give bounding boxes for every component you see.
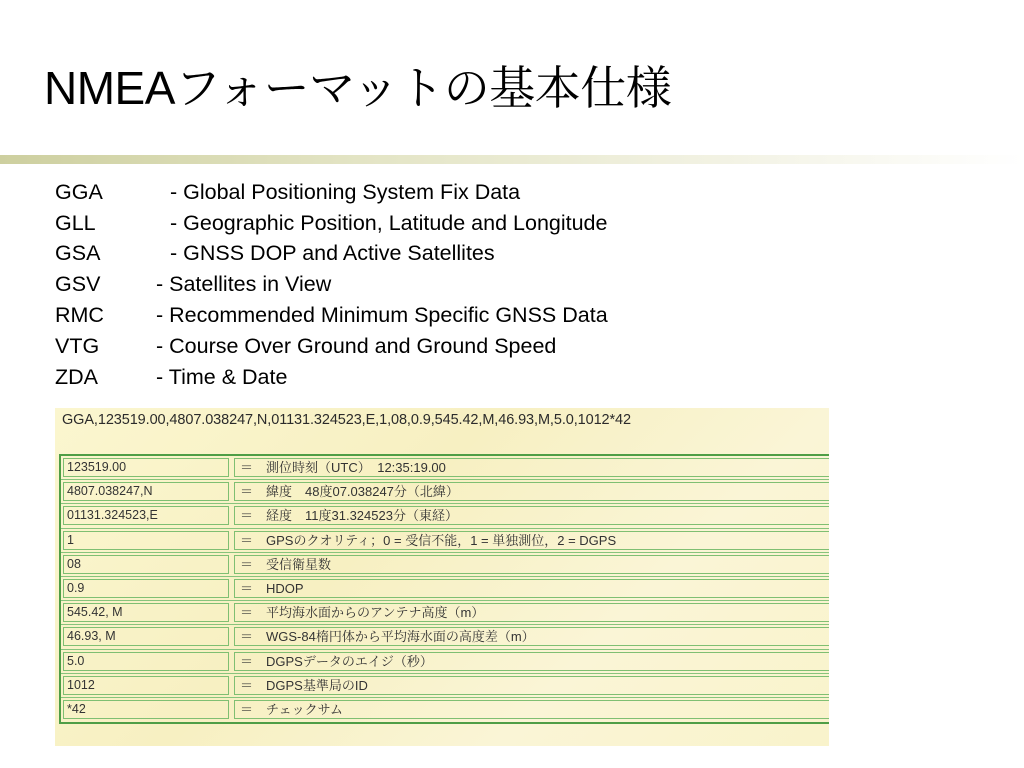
field-value: 5.0 [63,652,229,671]
table-row [61,650,829,674]
sentence-code: VTG [55,334,100,358]
field-description: ＝ 経度 11度31.324523分（東経） [234,506,829,525]
field-value: 0.9 [63,579,229,598]
table-row [61,504,829,528]
field-description: ＝ チェックサム [234,700,829,719]
field-description: ＝ 平均海水面からのアンテナ高度（m） [234,603,829,622]
table-row [61,625,829,649]
slide-title: NMEAフォーマットの基本仕様 [44,62,672,114]
gga-sample-sentence: GGA,123519.00,4807.038247,N,01131.324523,E,1,08,0.9,545.42,M,46.93,M,5.0,1012*42 [62,412,631,428]
sentence-description: - Recommended Minimum Specific GNSS Data [156,303,608,327]
table-row [61,577,829,601]
field-value: 1 [63,531,229,550]
sentence-code: GLL [55,211,96,235]
field-value: 4807.038247,N [63,482,229,501]
table-row [61,674,829,698]
field-description: ＝ GPSのクオリティ；0 = 受信不能，1 = 単独測位，2 = DGPS [234,531,829,550]
field-value: 01131.324523,E [63,506,229,525]
field-description: ＝ 測位時刻（UTC） 12:35:19.00 [234,458,829,477]
sentence-code: ZDA [55,365,98,389]
table-row [61,529,829,553]
sentence-code: GGA [55,180,103,204]
field-value: 08 [63,555,229,574]
table-row [61,698,829,722]
sentence-code: RMC [55,303,104,327]
field-value: 545.42, M [63,603,229,622]
field-value: 46.93, M [63,627,229,646]
field-description: ＝ DGPSデータのエイジ（秒） [234,652,829,671]
sentence-code: GSV [55,272,101,296]
field-description: ＝ WGS-84楕円体から平均海水面の高度差（m） [234,627,829,646]
field-description: ＝ 受信衛星数 [234,555,829,574]
sentence-description: - Satellites in View [156,272,332,296]
sentence-description: - Time & Date [156,365,288,389]
gga-example-panel [55,408,829,746]
sentence-description: - Course Over Ground and Ground Speed [156,334,557,358]
sentence-description: - GNSS DOP and Active Satellites [170,241,495,265]
field-description: ＝ HDOP [234,579,829,598]
table-row [61,480,829,504]
sentence-code: GSA [55,241,101,265]
sentence-description: - Geographic Position, Latitude and Longitude [170,211,608,235]
gga-field-table [59,454,829,724]
table-row [61,456,829,480]
field-value: 123519.00 [63,458,229,477]
title-divider [0,155,1024,164]
sentence-description: - Global Positioning System Fix Data [170,180,521,204]
table-row [61,553,829,577]
field-description: ＝ 緯度 48度07.038247分（北緯） [234,482,829,501]
field-description: ＝ DGPS基準局のID [234,676,829,695]
table-row [61,601,829,625]
field-value: *42 [63,700,229,719]
field-value: 1012 [63,676,229,695]
